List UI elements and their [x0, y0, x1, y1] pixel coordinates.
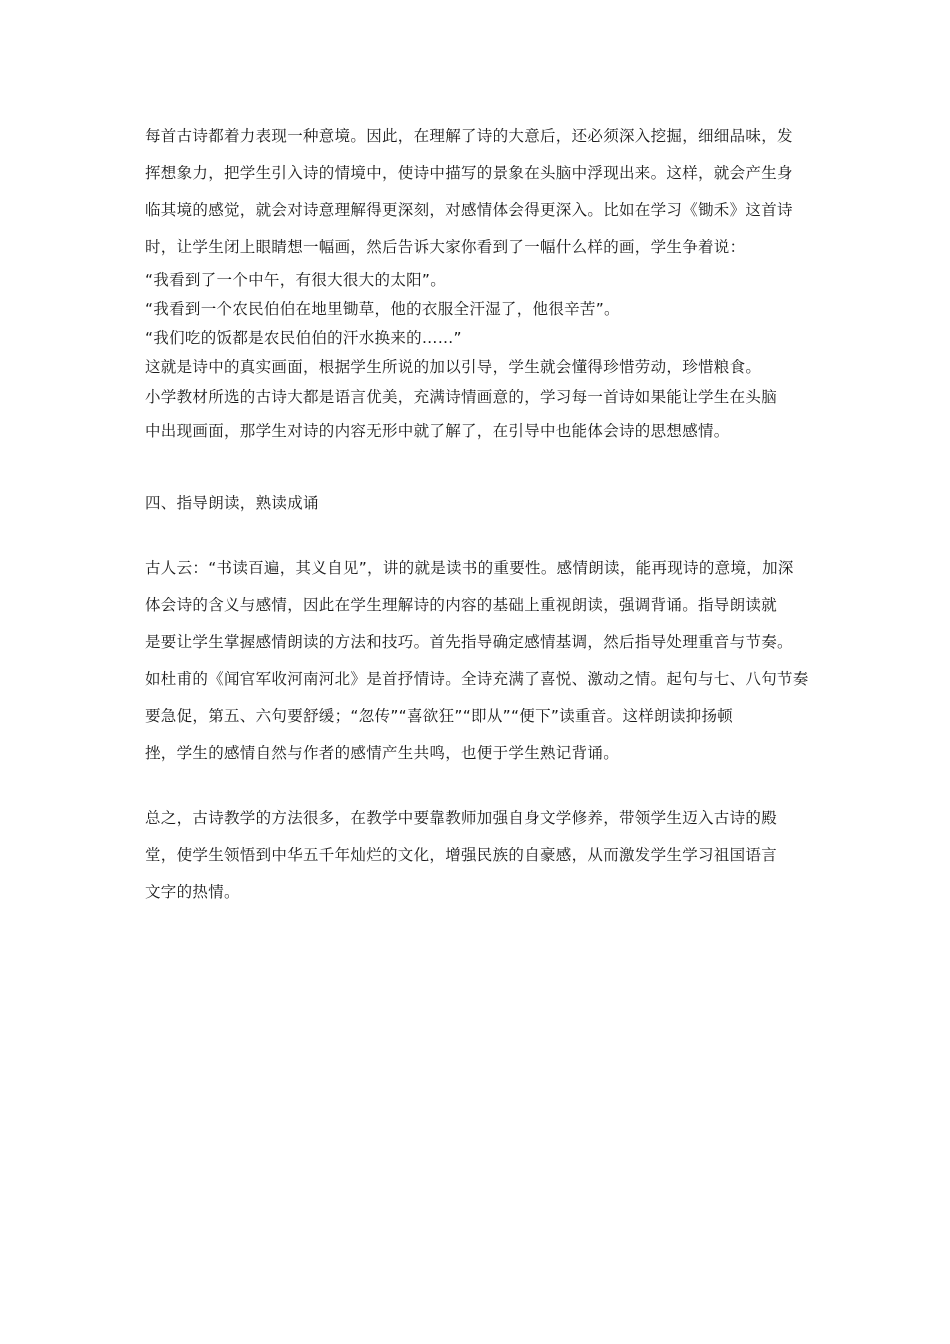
text-line: 文字的热情。: [145, 883, 240, 901]
quote-line: “我看到一个农民伯伯在地里锄草，他的衣服全汗湿了，他很辛苦”。: [145, 300, 620, 318]
text-line: 这就是诗中的真实画面，根据学生所说的加以引导，学生就会懂得珍惜劳动，珍惜粮食。: [145, 358, 762, 376]
text-line: 小学教材所选的古诗大都是语言优美，充满诗情画意的，学习每一首诗如果能让学生在头脑: [145, 388, 778, 406]
student-quotes: [145, 266, 820, 382]
text-line: 如杜甫的《闻官军收河南河北》是首抒情诗。全诗充满了喜悦、激动之情。起句与七、八句节奏: [145, 670, 809, 688]
document-body: [145, 118, 820, 911]
text-line: 体会诗的含义与感情，因此在学生理解诗的内容的基础上重视朗读，强调背诵。指导朗读就: [145, 596, 778, 614]
text-line: 挥想象力，把学生引入诗的情境中，使诗中描写的景象在头脑中浮现出来。这样，就会产生身: [145, 164, 793, 182]
text-line: 古人云：“书读百遍，其义自见”，讲的就是读书的重要性。感情朗读，能再现诗的意境，加深: [145, 559, 794, 577]
paragraph-imagery: [145, 118, 820, 266]
quote-line: “我们吃的饭都是农民伯伯的汗水换来的……”: [145, 329, 462, 347]
text-line: 挫，学生的感情自然与作者的感情产生共鸣，也便于学生熟记背诵。: [145, 744, 620, 762]
quote-line: “我看到了一个中午，有很大很大的太阳”。: [145, 271, 447, 289]
section-heading: 四、指导朗读，熟读成诵: [145, 494, 319, 512]
text-line: 总之，古诗教学的方法很多，在教学中要靠教师加强自身文学修养，带领学生迈入古诗的殿: [145, 809, 778, 827]
text-line: 每首古诗都着力表现一种意境。因此，在理解了诗的大意后，还必须深入挖掘，细细品味，发: [145, 127, 793, 145]
paragraph-reading: [145, 550, 820, 772]
text-line: 临其境的感觉，就会对诗意理解得更深刻，对感情体会得更深入。比如在学习《锄禾》这首诗: [145, 201, 793, 219]
text-line: 中出现画面，那学生对诗的内容无形中就了解了，在引导中也能体会诗的思想感情。: [145, 422, 730, 440]
paragraph-conclusion: [145, 800, 820, 911]
text-line: 是要让学生掌握感情朗读的方法和技巧。首先指导确定感情基调，然后指导处理重音与节奏。: [145, 633, 793, 651]
text-line: 要急促，第五、六句要舒缓；“忽传”“喜欲狂”“即从”“便下”读重音。这样朗读抑扬顿: [145, 707, 734, 725]
text-line: 堂，使学生领悟到中华五千年灿烂的文化，增强民族的自豪感，从而激发学生学习祖国语言: [145, 846, 778, 864]
paragraph-textbook: [145, 382, 820, 450]
text-line: 时，让学生闭上眼睛想一幅画，然后告诉大家你看到了一幅什么样的画，学生争着说：: [145, 238, 746, 256]
